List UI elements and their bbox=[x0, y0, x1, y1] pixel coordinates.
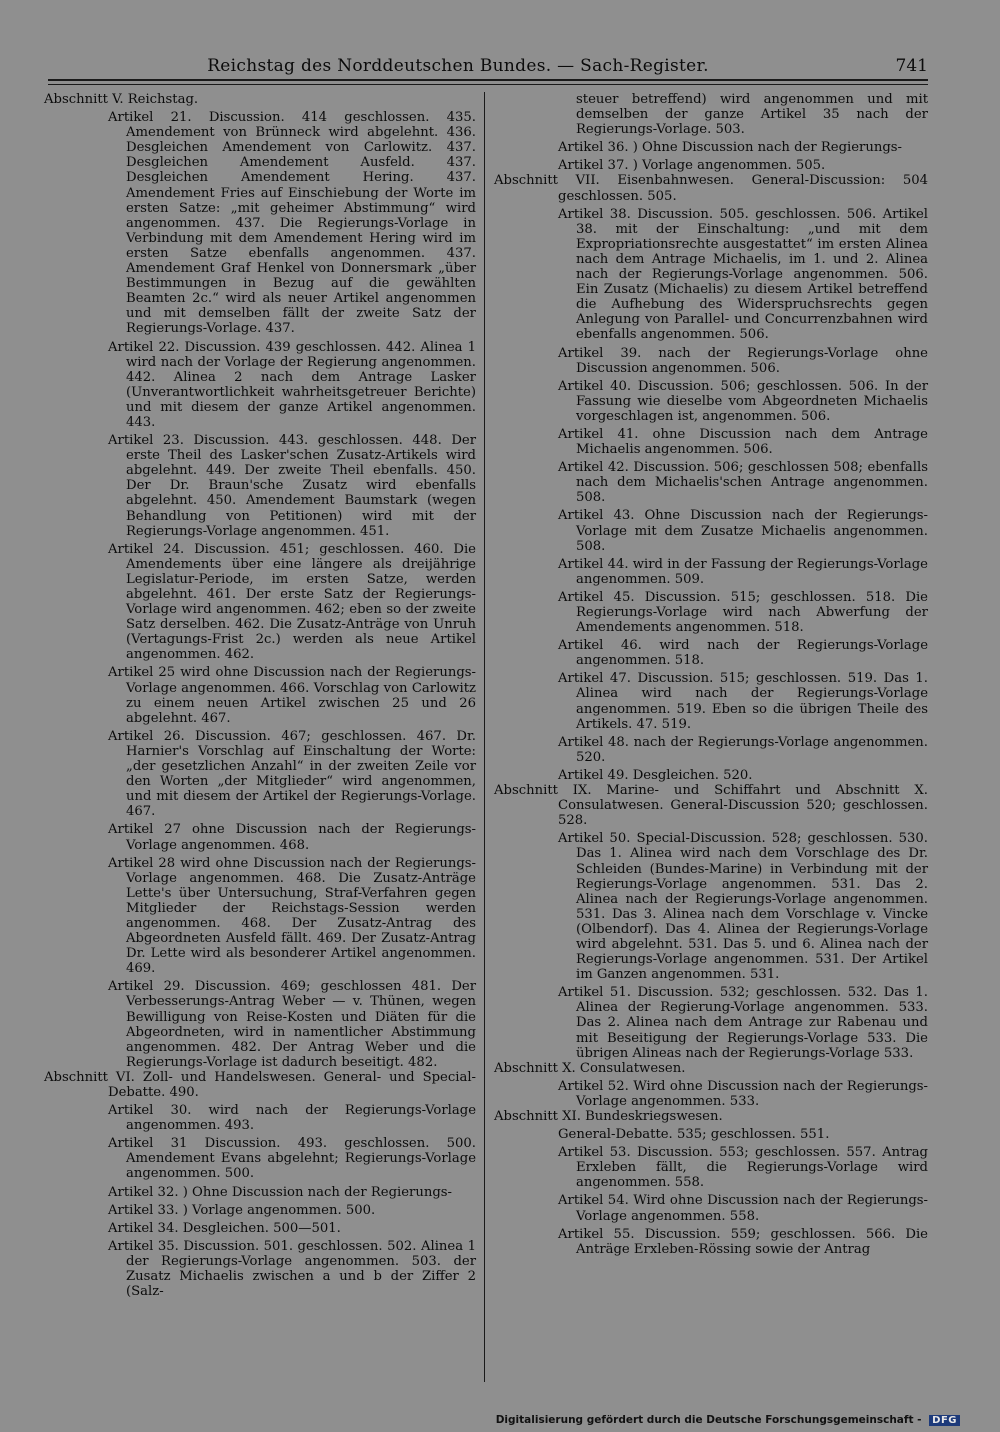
index-entry: Artikel 47. Discussion. 515; geschlossen. 519. Das 1. Alinea wird nach der Regierungs-Vorlage angenommen. 519. Eben so die übrigen Theile des Artikels. 47. 519. bbox=[558, 671, 928, 732]
index-entry: Artikel 40. Discussion. 506; geschlossen. 506. In der Fassung wie dieselbe vom Abgeordneten Michaelis vorgeschlagen ist, angenommen. 506. bbox=[558, 378, 928, 424]
index-entry: Artikel 45. Discussion. 515; geschlossen. 518. Die Regierungs-Vorlage wird nach Abwerfung der Amendements angenommen. 518. bbox=[558, 589, 928, 636]
header-rule-thin bbox=[48, 84, 928, 85]
index-entry: Artikel 36. ) Ohne Discussion nach der Regierungs- bbox=[558, 140, 902, 156]
index-entry: Artikel 41. ohne Discussion nach dem Antrage Michaelis angenommen. 506. bbox=[558, 426, 928, 458]
index-section-heading: Abschnitt X. Consulatwesen. bbox=[494, 1060, 686, 1076]
index-entry: Artikel 30. wird nach der Regierungs-Vorlage angenommen. 493. bbox=[108, 1103, 476, 1134]
index-entry: Artikel 33. ) Vorlage angenommen. 500. bbox=[108, 1202, 376, 1218]
index-entry: Artikel 39. nach der Regierungs-Vorlage ohne Discussion angenommen. 506. bbox=[558, 345, 928, 376]
index-entry: Artikel 35. Discussion. 501. geschlossen. 502. Alinea 1 der Regierungs-Vorlage angenommen. 503. der Zusatz Michaelis zwischen a und b der Ziffer 2 (Salz- bbox=[108, 1238, 476, 1300]
index-entry: Artikel 32. ) Ohne Discussion nach der Regierungs- bbox=[108, 1184, 452, 1200]
index-entry: Artikel 42. Discussion. 506; geschlossen 508; ebenfalls nach dem Michaelis'schen Antrage angenommen. 508. bbox=[558, 460, 928, 506]
index-section-heading: Abschnitt XI. Bundeskriegswesen. bbox=[494, 1109, 723, 1124]
index-entry: Artikel 29. Discussion. 469; geschlossen 481. Der Verbesserungs-Antrag Weber — v. Thünen, wegen Bewilligung von Reise-Kosten und Diäten für die Abgeordneten, wird in namentlicher Abstimmung angenommen. 482. Der Antrag Weber und die Regierungs-Vorlage ist dadurch beseitigt. 482. bbox=[108, 979, 476, 1070]
footer-credit-text: Digitalisierung gefördert durch die Deutsche Forschungsgemeinschaft - bbox=[495, 1414, 922, 1426]
index-entry: Artikel 52. Wird ohne Discussion nach der Regierungs-Vorlage angenommen. 533. bbox=[558, 1078, 928, 1109]
right-column bbox=[494, 92, 928, 1257]
index-entry: steuer betreffend) wird angenommen und mit demselben der ganze Artikel 35 nach der Regierungs-Vorlage. 503. bbox=[576, 92, 928, 138]
index-entry: Artikel 46. wird nach der Regierungs-Vorlage angenommen. 518. bbox=[558, 638, 928, 669]
index-entry: Artikel 25 wird ohne Discussion nach der Regierungs-Vorlage angenommen. 466. Vorschlag von Carlowitz zu einem neuen Artikel zwischen 25 und 26 abgelehnt. 467. bbox=[108, 665, 476, 726]
running-title: Reichstag des Norddeutschen Bundes. — Sach-Register. bbox=[207, 56, 709, 76]
index-entry: Artikel 27 ohne Discussion nach der Regierungs-Vorlage angenommen. 468. bbox=[108, 822, 476, 853]
index-entry: Artikel 31 Discussion. 493. geschlossen. 500. Amendement Evans abgelehnt; Regierungs-Vorlage angenommen. 500. bbox=[108, 1136, 476, 1182]
index-entry: Artikel 48. nach der Regierungs-Vorlage angenommen. 520. bbox=[558, 734, 928, 765]
page-number: 741 bbox=[895, 56, 928, 76]
index-section-heading: Abschnitt IX. Marine- und Schiffahrt und Abschnitt X. Consulatwesen. General-Discussion 520; geschlossen. 528. bbox=[494, 783, 928, 829]
index-section-heading: Abschnitt V. Reichstag. bbox=[44, 92, 199, 107]
index-entry: Artikel 44. wird in der Fassung der Regierungs-Vorlage angenommen. 509. bbox=[558, 556, 928, 587]
index-section-heading: Abschnitt VI. Zoll- und Handelswesen. General- und Special-Debatte. 490. bbox=[44, 1069, 476, 1100]
index-entry: Artikel 54. Wird ohne Discussion nach der Regierungs-Vorlage angenommen. 558. bbox=[558, 1193, 928, 1224]
index-entry: Artikel 28 wird ohne Discussion nach der Regierungs-Vorlage angenommen. 468. Die Zusatz-Anträge Lette's über Untersuchung, Straf-Verfahren gegen Mitglieder der Reichstags-Session werden angenommen. 468. Der Zusatz-Antrag des Abgeordneten Ausfeld fällt. 469. Der Zusatz-Antrag Dr. Lette wird als besonderer Artikel angenommen. 469. bbox=[108, 855, 476, 977]
index-entry: Artikel 21. Discussion. 414 geschlossen. 435. Amendement von Brünneck wird abgelehnt. 436. Desgleichen Amendement von Carlowitz. 437. Desgleichen Amendement Ausfeld. 437. Desgleichen Amendement Hering. 437. Amendement Fries auf Einschiebung der Worte im ersten Satze: „mit geheimer Abstimmung“ wird angenommen. 437. Die Regierungs-Vorlage in Verbindung mit dem Amendement Hering wird im ersten Satze ebenfalls angenommen. 437. Amendement Graf Henkel von Donnersmark „über Bestimmungen in Bezug auf die gewählten Beamten 2c.“ wird als neuer Artikel angenommen und mit demselben fällt der zweite Satz der Regierungs-Vorlage. 437. bbox=[108, 110, 476, 337]
index-section-heading: Abschnitt VII. Eisenbahnwesen. General-Discussion: 504 geschlossen. 505. bbox=[494, 173, 928, 204]
index-entry: Artikel 26. Discussion. 467; geschlossen. 467. Dr. Harnier's Vorschlag auf Einschaltung der Worte: „der gesetzlichen Anzahl“ in der zweiten Zeile vor den Worten „der Mitglieder“ wird angenommen, und mit diesem der Artikel der Regierungs-Vorlage. 467. bbox=[108, 728, 476, 820]
index-entry: General-Debatte. 535; geschlossen. 551. bbox=[558, 1127, 830, 1143]
column-divider bbox=[484, 92, 485, 1382]
index-entry: Artikel 38. Discussion. 505. geschlossen. 506. Artikel 38. mit der Einschaltung: „und mit dem Expropriationsrechte ausgestattet“ im ersten Alinea nach dem Antrage Michaelis, im 1. und 2. Alinea nach der Regierungs-Vorlage angenommen. 506. Ein Zusatz (Michaelis) zu diesem Artikel betreffend die Aufhebung des Widerspruchsrechts gegen Anlegung von Parallel- und Concurrenzbahnen wird ebenfalls angenommen. 506. bbox=[558, 206, 928, 343]
footer-credit bbox=[496, 1414, 960, 1426]
index-entry: Artikel 43. Ohne Discussion nach der Regierungs-Vorlage mit dem Zusatze Michaelis angenommen. 508. bbox=[558, 508, 928, 554]
index-entry: Artikel 55. Discussion. 559; geschlossen. 566. Die Anträge Erxleben-Rössing sowie der Antrag bbox=[558, 1226, 928, 1257]
index-entry: Artikel 51. Discussion. 532; geschlossen. 532. Das 1. Alinea der Regierung-Vorlage angenommen. 533. Das 2. Alinea nach dem Antrage zur Rabenau und mit Beseitigung der Regierungs-Vorlage 533. Die übrigen Alineas nach der Regierungs-Vorlage 533. bbox=[558, 985, 928, 1061]
index-entry: Artikel 23. Discussion. 443. geschlossen. 448. Der erste Theil des Lasker'schen Zusatz-Artikels wird abgelehnt. 449. Der zweite Theil ebenfalls. 450. Der Dr. Braun'sche Zusatz wird ebenfalls abgelehnt. 450. Amendement Baumstark (wegen Behandlung von Petitionen) wird mit der Regierungs-Vorlage angenommen. 451. bbox=[108, 433, 476, 539]
index-entry: Artikel 34. Desgleichen. 500—501. bbox=[108, 1220, 341, 1236]
index-entry: Artikel 22. Discussion. 439 geschlossen. 442. Alinea 1 wird nach der Vorlage der Regierung angenommen. 442. Alinea 2 nach dem Antrage Lasker (Unverantwortlichkeit wahrheitsgetreuer Berichte) und mit diesem der ganze Artikel angenommen. 443. bbox=[108, 339, 476, 430]
left-column bbox=[44, 92, 476, 1299]
index-entry: Artikel 53. Discussion. 553; geschlossen. 557. Antrag Erxleben fällt, die Regierungs-Vorlage wird angenommen. 558. bbox=[558, 1145, 928, 1191]
dfg-logo: DFG bbox=[929, 1415, 960, 1426]
index-entry: Artikel 37. ) Vorlage angenommen. 505. bbox=[558, 158, 826, 174]
index-entry: Artikel 50. Special-Discussion. 528; geschlossen. 530. Das 1. Alinea wird nach dem Vorschlage des Dr. Schleiden (Bundes-Marine) in Verbindung mit der Regierungs-Vorlage angenommen. 531. Das 2. Alinea nach der Regierungs-Vorlage angenommen. 531. Das 3. Alinea nach dem Vorschlage v. Vincke (Olbendorf). Das 4. Alinea der Regierungs-Vorlage wird abgelehnt. 531. Das 5. und 6. Alinea nach der Regierungs-Vorlage angenommen. 531. Der Artikel im Ganzen angenommen. 531. bbox=[558, 831, 928, 983]
header-rule bbox=[48, 79, 928, 81]
index-entry: Artikel 24. Discussion. 451; geschlossen. 460. Die Amendements über eine längere als dreijährige Legislatur-Periode, im ersten Satze, werden abgelehnt. 461. Der erste Satz der Regierungs-Vorlage wird angenommen. 462; eben so der zweite Satz derselben. 462. Die Zusatz-Anträge von Unruh (Vertagungs-Frist 2c.) werden als neue Artikel angenommen. 462. bbox=[108, 541, 476, 663]
index-entry: Artikel 49. Desgleichen. 520. bbox=[558, 767, 753, 783]
